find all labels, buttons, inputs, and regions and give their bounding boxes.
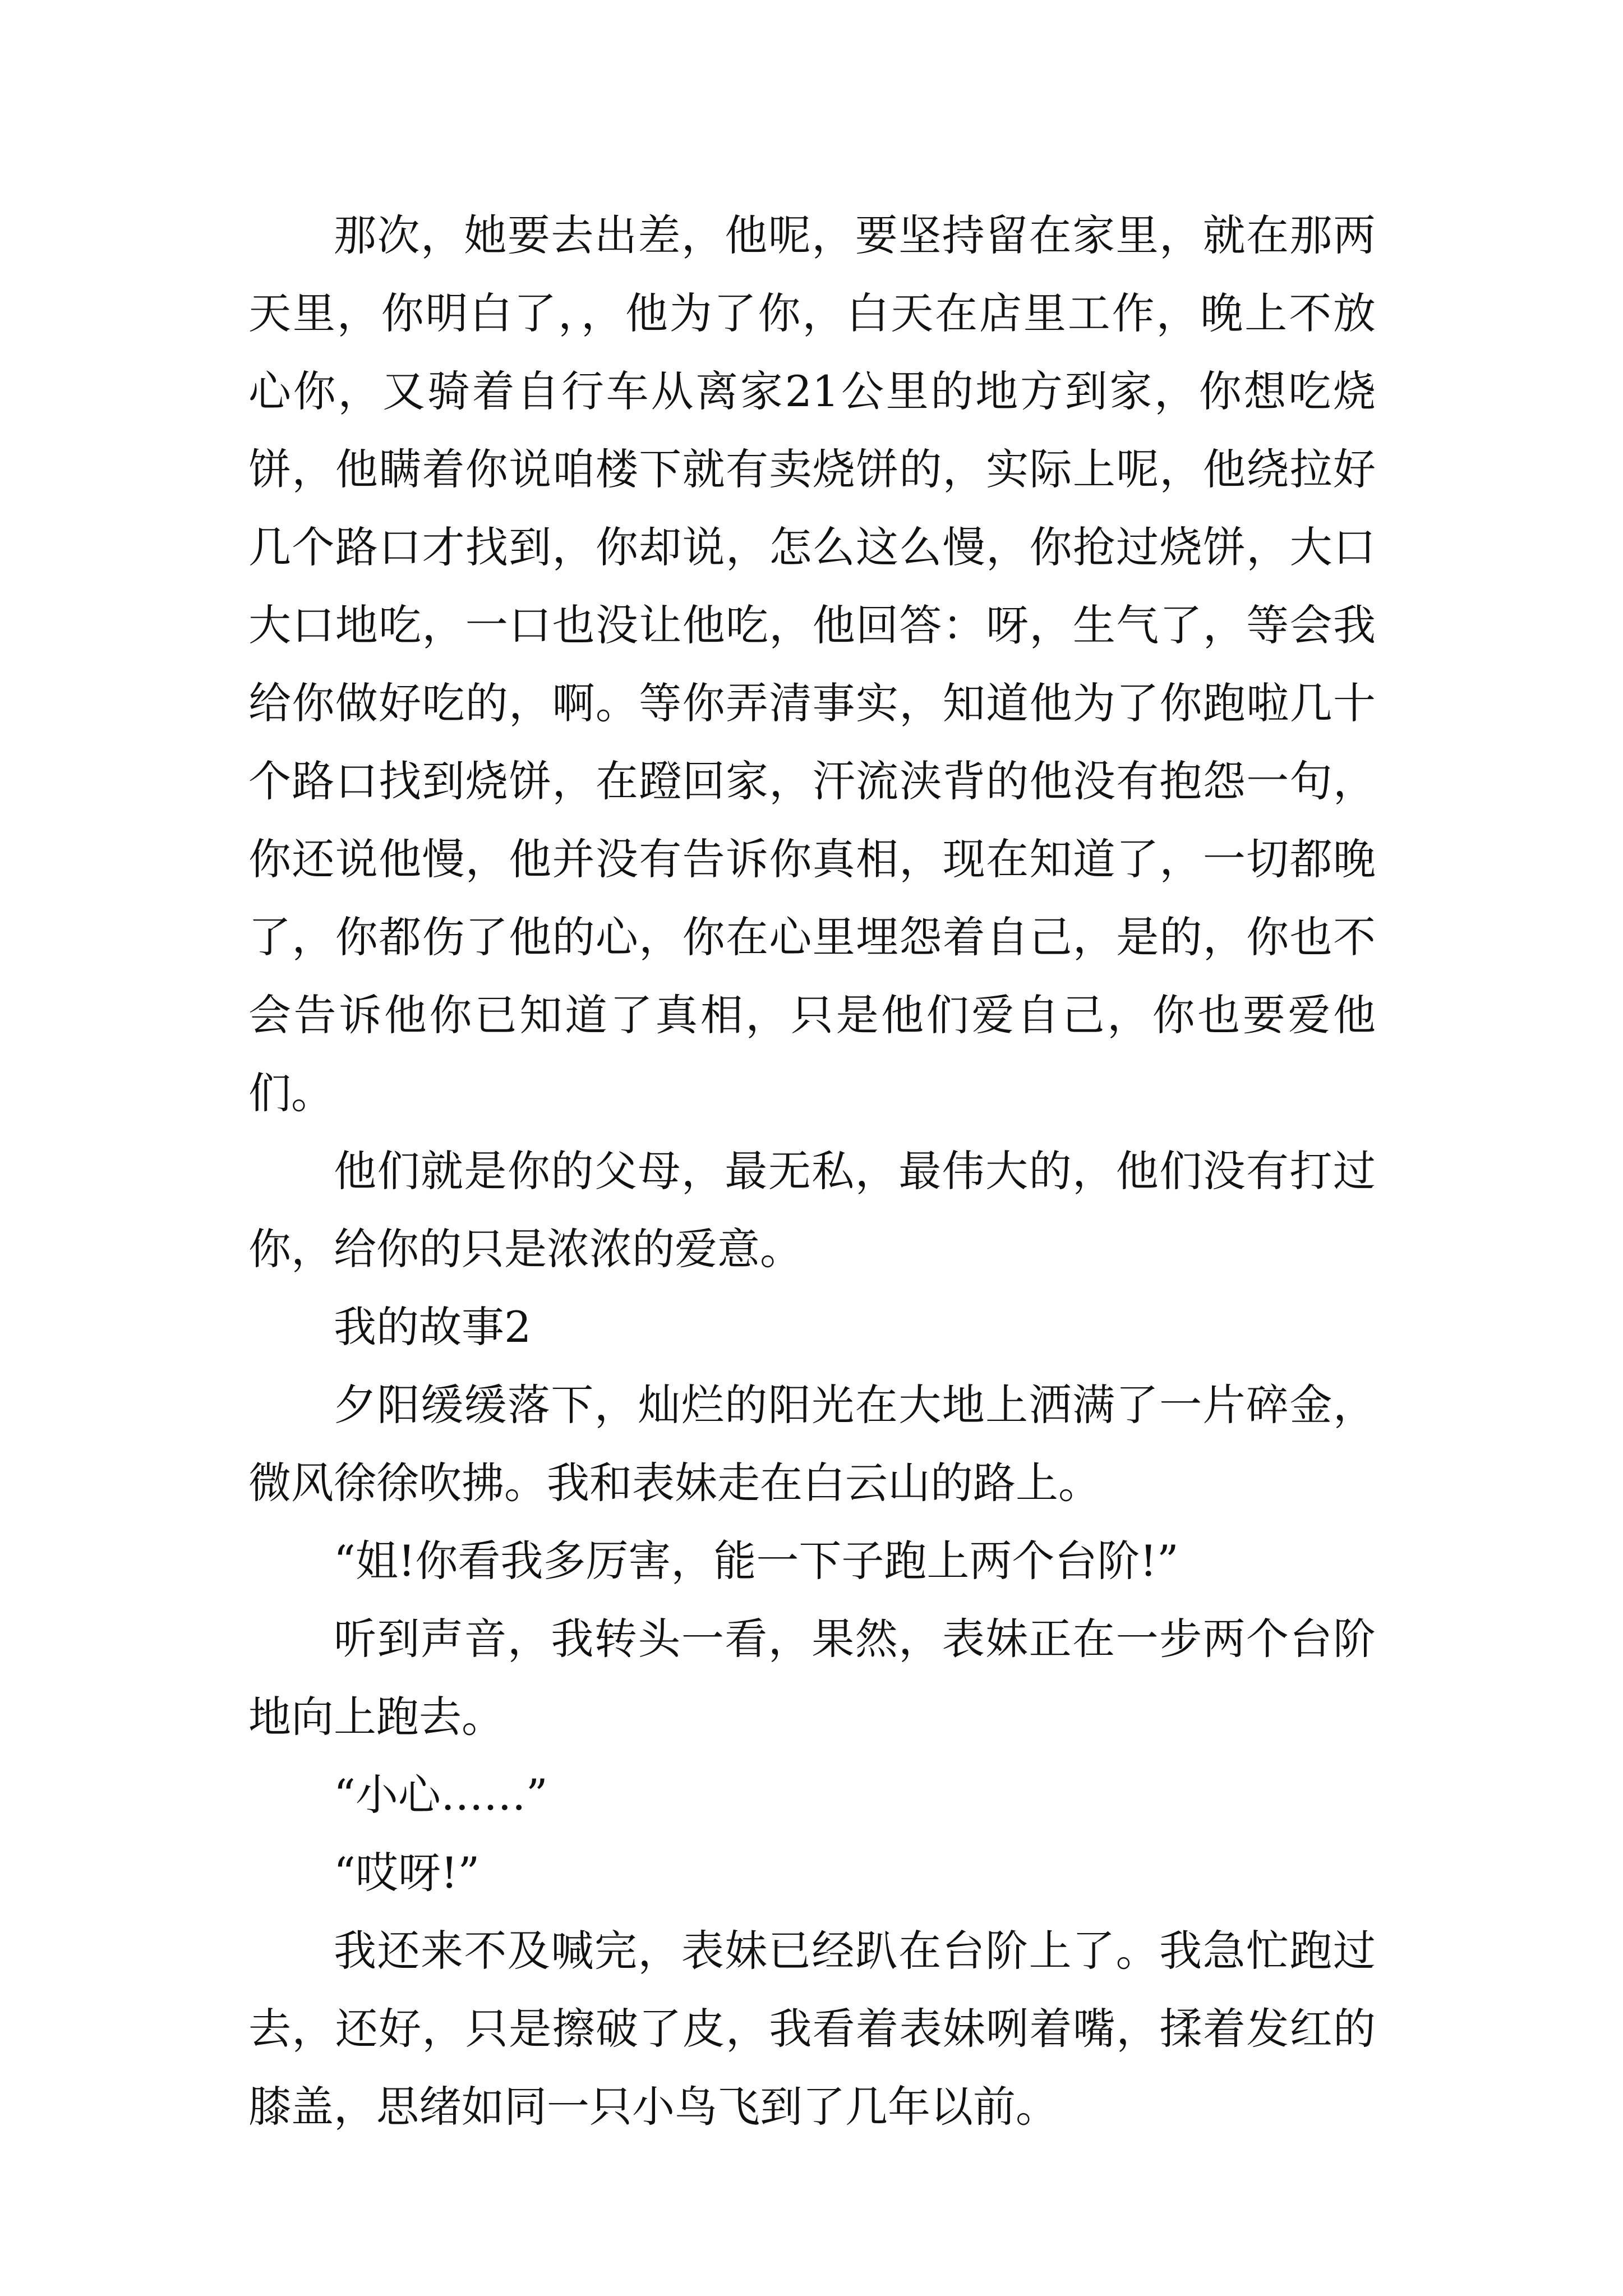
paragraph-3: 夕阳缓缓落下，灿烂的阳光在大地上洒满了一片碎金，微风徐徐吹拂。我和表妹走在白云山的路上。 [248,1380,1376,1508]
dialogue-1: “姐!你看我多厉害，能一下子跑上两个台阶!” [334,1536,1179,1586]
dialogue-2: “小心……” [334,1770,548,1820]
paragraph-5: 我还来不及喊完，表妹已经趴在台阶上了。我急忙跑过去，还好，只是擦破了皮，我看着表妹咧着嘴，揉着发红的膝盖，思绪如同一只小鸟飞到了几年以前。 [248,1926,1376,2132]
paragraph-4: 听到声音，我转头一看，果然，表妹正在一步两个台阶地向上跑去。 [248,1614,1376,1742]
paragraph-1: 那次，她要去出差，他呢，要坚持留在家里，就在那两天里，你明白了，，他为了你，白天在店里工作，晚上不放心你，又骑着自行车从离家21公里的地方到家，你想吃烧饼，他瞒着你说咱楼下就有卖烧饼的，实际上呢，他绕拉好几个路口才找到，你却说，怎么这么慢，你抢过烧饼，大口大口地吃，一口也没让他吃，他回答：呀，生气了，等会我给你做好吃的，啊。等你弄清事实，知道他为了你跑啦几十个路口找到烧饼，在蹬回家，汗流浃背的他没有抱怨一句，你还说他慢，他并没有告诉你真相，现在知道了，一切都晚了，你都伤了他的心，你在心里埋怨着自己，是的，你也不会告诉他你已知道了真相，只是他们爱自己，你也要爱他们。 [248,210,1376,1118]
section-heading: 我的故事2 [334,1302,532,1352]
dialogue-3: “哎呀!” [334,1848,480,1898]
paragraph-2: 他们就是你的父母，最无私，最伟大的，他们没有打过你，给你的只是浓浓的爱意。 [248,1146,1376,1274]
body-text [248,196,1376,2146]
